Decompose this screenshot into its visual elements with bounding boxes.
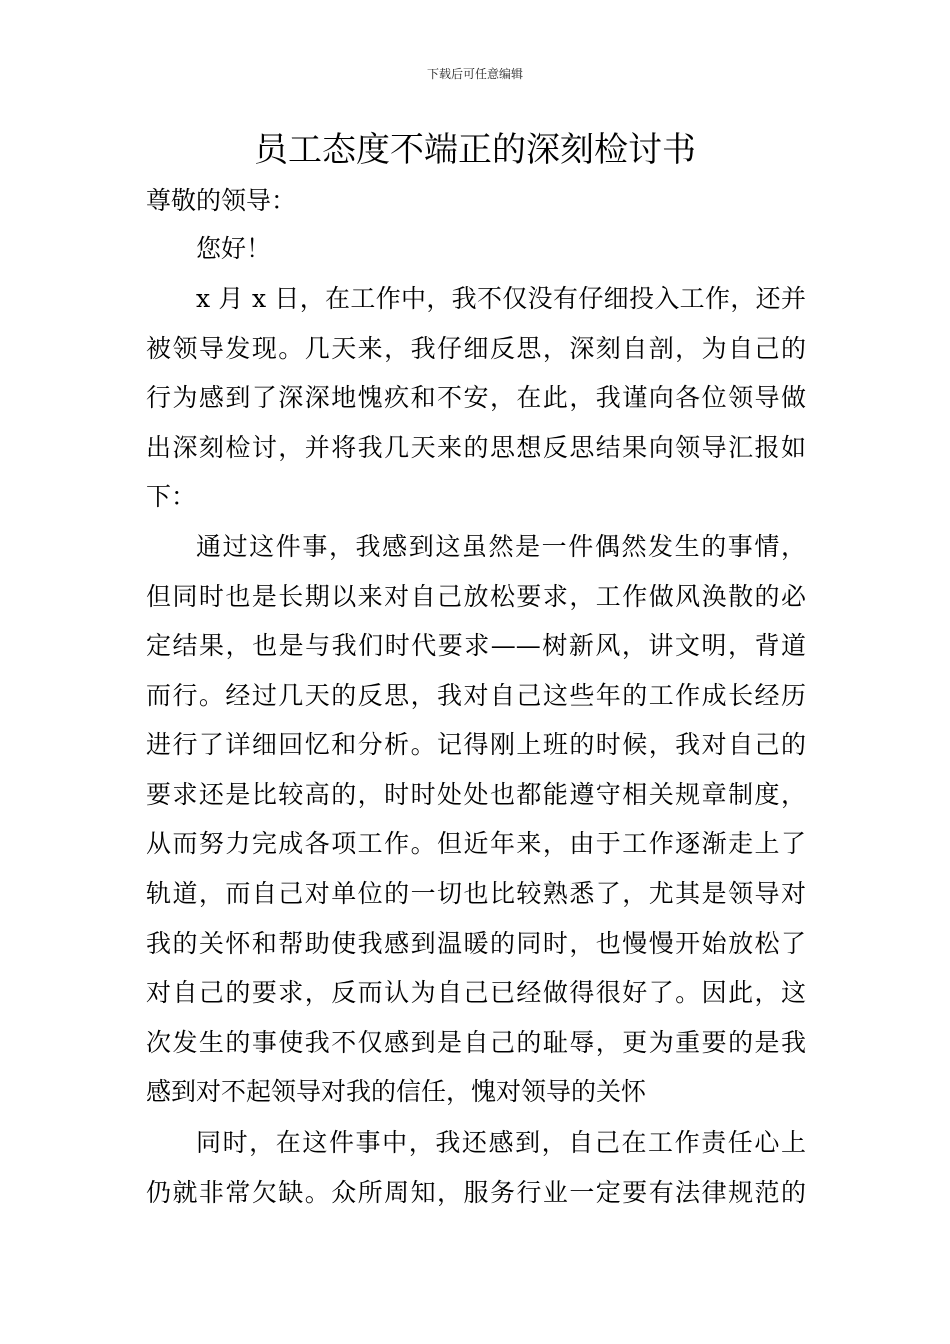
paragraph-line: 感到对不起领导对我的信任，愧对领导的关怀 <box>146 1077 647 1106</box>
paragraph-line: 但同时也是长期以来对自己放松要求，工作做风涣散的必 <box>146 582 806 611</box>
greeting: 您好！ <box>196 234 272 263</box>
paragraph-line: 要求还是比较高的，时时处处也都能遵守相关规章制度， <box>146 780 806 809</box>
paragraph-line: 定结果，也是与我们时代要求——树新风，讲文明，背道 <box>146 631 806 660</box>
document-title: 员工态度不端正的深刻检讨书 <box>254 130 696 170</box>
paragraph-line: 下： <box>146 482 197 511</box>
paragraph-line: 次发生的事使我不仅感到是自己的耻辱，更为重要的是我 <box>146 1028 806 1057</box>
paragraph-line: 而行。经过几天的反思，我对自己这些年的工作成长经历 <box>146 681 806 710</box>
paragraph-line: 通过这件事，我感到这虽然是一件偶然发生的事情， <box>196 532 806 561</box>
header-note: 下载后可任意编辑 <box>426 67 523 81</box>
paragraph-line: 行为感到了深深地愧疚和不安，在此，我谨向各位领导做 <box>146 383 806 412</box>
salutation: 尊敬的领导： <box>146 186 297 215</box>
paragraph-line: 我的关怀和帮助使我感到温暖的同时，也慢慢开始放松了 <box>146 929 806 958</box>
paragraph-line: 同时，在这件事中，我还感到，自己在工作责任心上 <box>196 1128 806 1157</box>
paragraph-line: 仍就非常欠缺。众所周知，服务行业一定要有法律规范的 <box>146 1178 806 1207</box>
paragraph-line: 对自己的要求，反而认为自己已经做得很好了。因此，这 <box>146 978 806 1007</box>
paragraph-line: 从而努力完成各项工作。但近年来，由于工作逐渐走上了 <box>146 829 806 858</box>
paragraph-line: 轨道，而自己对单位的一切也比较熟悉了，尤其是领导对 <box>146 879 806 908</box>
paragraph-line: x 月 x 日，在工作中，我不仅没有仔细投入工作，还并 <box>196 284 806 313</box>
paragraph-line: 出深刻检讨，并将我几天来的思想反思结果向领导汇报如 <box>146 433 806 462</box>
paragraph-line: 进行了详细回忆和分析。记得刚上班的时候，我对自己的 <box>146 730 806 759</box>
paragraph-line: 被领导发现。几天来，我仔细反思，深刻自剖，为自己的 <box>146 334 806 363</box>
